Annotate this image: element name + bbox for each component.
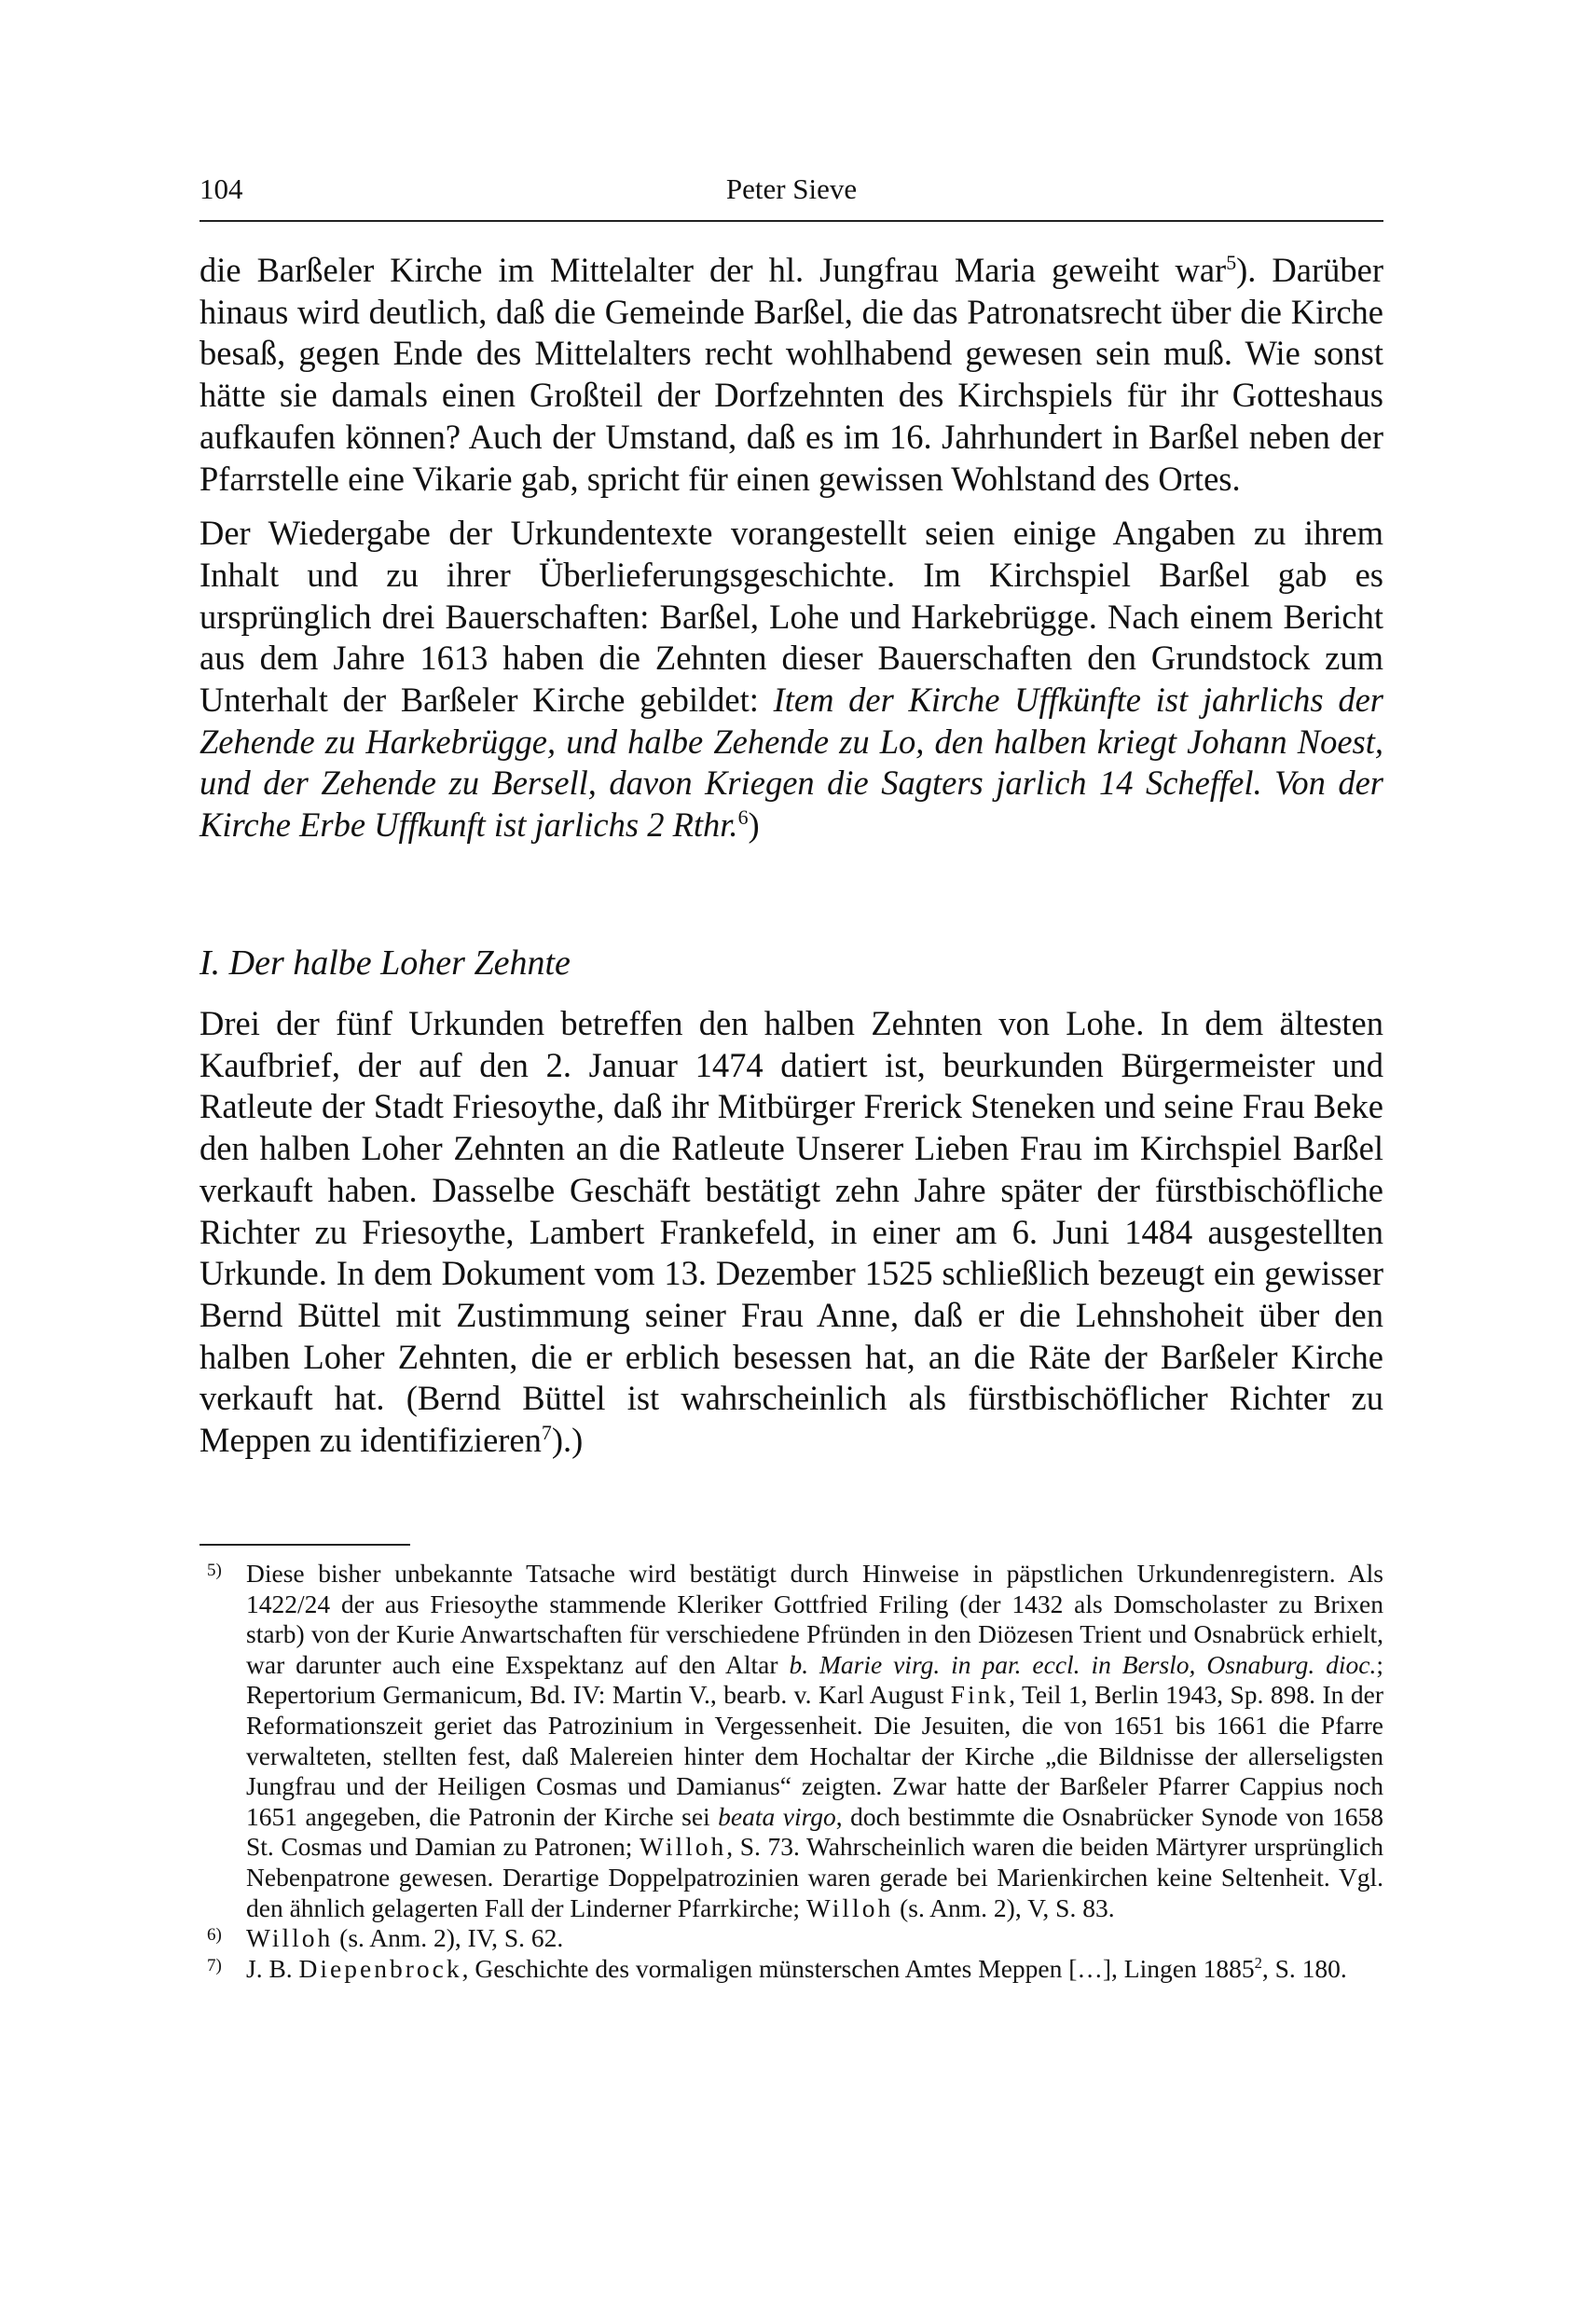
italic-run: Item der Kirche Uffkünfte ist jahrlichs der Zehende zu Harkebrügge, und halbe Zehende zu Lo, den halben kriegt Johann Noest, und der Zehende zu Bersell, davon Kriegen die Sagters jarlich 14 Scheffel. Von der Kirche Erbe Uffkunft ist jarlichs 2 Rthr. <box>200 681 1383 845</box>
page-number: 104 <box>200 172 243 205</box>
note-reference: 7 <box>541 1420 552 1444</box>
author-name: Fink <box>950 1680 1010 1710</box>
text-run: Der Wiedergabe der Urkundentexte vorangestellt seien einige Angaben zu ihrem Inhalt und zu ihrer Überlieferungsgeschichte. Im Kirchspiel Barßel gab es ursprünglich drei Bauerschaften: Barßel, Lohe und Harkebrügge. Nach einem Bericht aus dem Jahre 1613 haben die Zehnten dieser Bauerschaften den Grundstock zum Unterhalt der Barßeler Kirche gebildet: <box>200 514 1383 720</box>
text-run: J. B. <box>246 1953 299 1983</box>
paragraph <box>200 250 1383 500</box>
text-run: ) <box>748 805 760 845</box>
footnote-5 <box>200 1559 1383 1923</box>
text-run: , S. 180. <box>1261 1953 1347 1983</box>
footnotes <box>200 1559 1383 1984</box>
author-name: Willoh <box>640 1832 727 1862</box>
text-run: ; Repertorium Germanicum, Bd. IV: Martin V., bearb. v. Karl August <box>246 1649 1383 1710</box>
text-run: Drei der fünf Urkunden betreffen den halben Zehnten von Lohe. In dem ältesten Kaufbrief, der auf den 2. Januar 1474 datiert ist, beurkunden Bürgermeister und Ratleute der Stadt Friesoythe, daß ihr Mitbürger Frerick Steneken und seine Frau Beke den halben Loher Zehnten an die Ratleute Unserer Lieben Frau im Kirchspiel Barßel verkauft haben. Dasselbe Geschäft bestätigt zehn Jahre später der fürstbischöfliche Richter zu Friesoythe, Lambert Frankefeld, in einer am 6. Juni 1484 ausgestellten Urkunde. In dem Dokument vom 13. Dezember 1525 schließlich bezeugt ein gewisser Bernd Büttel mit Zustimmung seiner Frau Anne, daß er die Lehnshoheit über den halben Loher Zehnten, die er erblich besessen hat, an die Räte der Barßeler Kirche verkauft hat. (Bernd Büttel ist wahrscheinlich als fürstbischöflicher Richter zu Meppen zu identifizieren <box>200 1004 1383 1460</box>
header-rule <box>200 220 1383 222</box>
section-heading: I. Der halbe Loher Zehnte <box>200 943 571 983</box>
footnote-text <box>246 1559 1383 1922</box>
text-run: ). Darüber hinaus wird deutlich, daß die Gemeinde Barßel, die das Patronatsrecht über die Kirche besaß, gegen Ende des Mittelalters recht wohlhabend gewesen sein muß. Wie sonst hätte sie damals einen Großteil der Dorfzehnten des Kirchspiels für ihr Gotteshaus aufkaufen können? Auch der Umstand, daß es im 16. Jahrhundert in Barßel neben der Pfarrstelle eine Vikarie gab, spricht für einen gewissen Wohlstand des Ortes. <box>200 251 1383 498</box>
text-run: (s. Anm. 2), V, S. 83. <box>893 1892 1115 1922</box>
text-run: Diese bisher unbekannte Tatsache wird bestätigt durch Hinweise in päpstlichen Urkundenregistern. Als 1422/24 der aus Friesoythe stammende Kleriker Gottfried Friling (der 1432 als Domscholaster zu Brixen starb) von der Kurie Anwartschaften für verschiedene Pfründen in den Diözesen Trient und Osnabrück erhielt, war darunter auch eine Exspektanz auf den Altar <box>246 1559 1383 1679</box>
footnote-rule <box>200 1544 410 1546</box>
footnote-6 <box>200 1923 1383 1954</box>
note-reference: 6 <box>737 805 749 830</box>
footnote-7 <box>200 1954 1383 1985</box>
text-run: , Teil 1, Berlin 1943, Sp. 898. In der Reformationszeit geriet das Patrozinium in Vergessenheit. Die Jesuiten, die von 1651 bis 1661 die Pfarre verwalteten, stellten fest, daß Malereien hinter dem Hochaltar der Kirche „die Bildnisse der allerseligsten Jungfrau und der Heiligen Cosmas und Damianus“ zeigten. Zwar hatte der Barßeler Pfarrer Cappius noch 1651 angegeben, die Patronin der Kirche sei <box>246 1680 1383 1831</box>
section-body-text <box>200 1003 1383 1462</box>
text-run: , Geschichte des vormaligen münsterschen Amtes Meppen […], Lingen 1885 <box>461 1953 1255 1983</box>
paragraph <box>200 1003 1383 1462</box>
text-run: ).) <box>551 1421 584 1460</box>
running-title: Peter Sieve <box>725 172 858 205</box>
body-text <box>200 250 1383 846</box>
author-name: Diepenbrock <box>298 1953 462 1983</box>
note-reference: 2 <box>1254 1953 1262 1972</box>
author-name: Willoh <box>805 1892 894 1922</box>
footnote-text <box>246 1923 563 1952</box>
text-run: , S. 73. Wahrscheinlich waren die beiden Märtyrer ursprünglich Nebenpatrone gewesen. Derartige Doppelpatrozinien waren gerade bei Marienkirchen keine Seltenheit. Vgl. den ähnlich gelagerten Fall der Linderner Pfarrkirche; <box>246 1832 1383 1922</box>
italic-run: b. Marie virg. in par. eccl. in Berslo, Osnaburg. dioc. <box>789 1649 1377 1679</box>
footnote-marker: 7) <box>207 1955 222 1975</box>
running-head <box>200 172 1383 219</box>
footnote-marker: 6) <box>207 1925 222 1946</box>
note-reference: 5 <box>1226 250 1237 274</box>
paragraph <box>200 513 1383 846</box>
footnote-text <box>246 1954 1347 1983</box>
footnote-marker: 5) <box>207 1561 222 1580</box>
text-run: (s. Anm. 2), IV, S. 62. <box>333 1923 564 1953</box>
italic-run: beata virgo <box>718 1801 836 1831</box>
author-name: Willoh <box>246 1923 334 1953</box>
text-run: , doch bestimmte die Osnabrücker Synode von 1658 St. Cosmas und Damian zu Patronen; <box>246 1801 1383 1862</box>
text-run: die Barßeler Kirche im Mittelalter der hl. Jungfrau Maria geweiht war <box>200 251 1227 289</box>
